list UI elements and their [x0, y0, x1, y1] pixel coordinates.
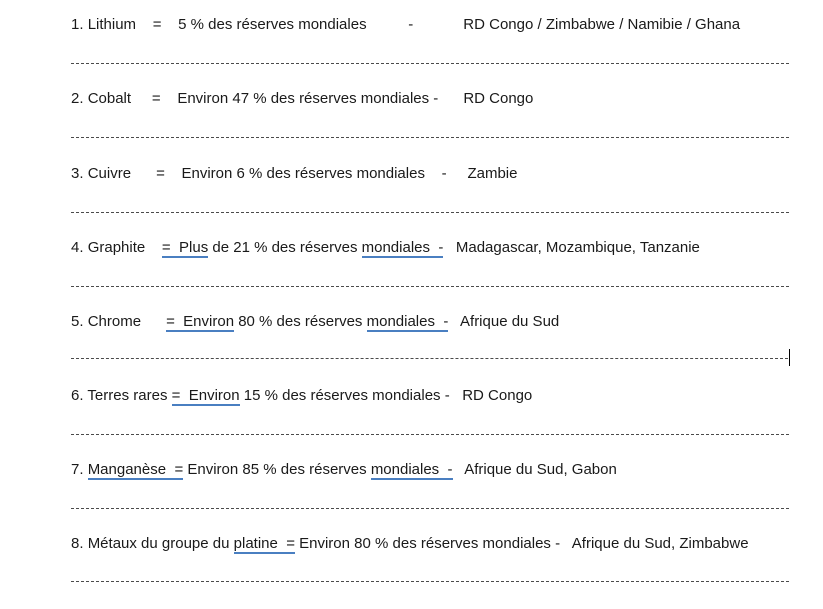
spellcheck-underline[interactable] [166, 313, 234, 332]
spellcheck-underline[interactable] [162, 239, 208, 258]
countries: Afrique du Sud, Zimbabwe [571, 535, 749, 552]
mineral-name: Terres rares [87, 387, 168, 404]
countries: Afrique du Sud [460, 313, 560, 330]
mineral-name: Chrome [87, 313, 142, 330]
equals-sign: = [286, 535, 295, 552]
item-row-chrome[interactable] [71, 313, 559, 331]
item-number: 1. [71, 16, 84, 33]
separator-dash: - [443, 313, 449, 330]
spellcheck-underline[interactable] [362, 239, 444, 258]
spellcheck-underline[interactable] [234, 535, 295, 554]
equals-sign: = [174, 461, 184, 478]
flagged-word: Plus [179, 239, 209, 256]
equals-sign: = [156, 165, 165, 182]
item-row-graphite[interactable] [71, 239, 700, 257]
separator-dash: - [408, 16, 414, 33]
item-number: 3. [71, 165, 84, 182]
spellcheck-underline[interactable] [88, 461, 184, 480]
spellcheck-underline[interactable] [172, 387, 240, 406]
item-row-cobalt[interactable] [71, 90, 533, 108]
equals-sign: = [152, 16, 162, 33]
separator-dash: - [555, 535, 561, 552]
item-row-platine[interactable] [71, 535, 749, 553]
item-row-lithium[interactable] [71, 16, 740, 34]
mineral-name: Cobalt [87, 90, 132, 107]
countries: RD Congo [463, 90, 534, 107]
reserve-share: Environ 85 % des réserves [187, 461, 367, 478]
mineral-name: Manganèse [87, 461, 167, 478]
flagged-word: Environ [188, 387, 240, 404]
countries: Afrique du Sud, Gabon [464, 461, 617, 478]
reserve-share: 80 % des réserves [238, 313, 363, 330]
item-row-manganese[interactable] [71, 461, 617, 479]
reserve-share: Environ 6 % des réserves mondiales [181, 165, 425, 182]
item-row-terres-rares[interactable] [71, 387, 532, 405]
equals-sign: = [171, 387, 181, 404]
item-number: 4. [71, 239, 84, 256]
reserve-share: 15 % des réserves mondiales [243, 387, 441, 404]
countries: RD Congo [462, 387, 533, 404]
dashed-separator [71, 508, 789, 509]
mineral-name: Métaux du groupe du [87, 535, 230, 552]
item-number: 6. [71, 387, 84, 404]
spellcheck-underline[interactable] [371, 461, 453, 480]
flagged-word: Environ [183, 313, 235, 330]
equals-sign: = [166, 313, 175, 330]
separator-dash: - [433, 90, 439, 107]
item-number: 8. [71, 535, 84, 552]
dashed-separator [71, 63, 789, 64]
countries: Madagascar, Mozambique, Tanzanie [455, 239, 700, 256]
mineral-name: Cuivre [87, 165, 132, 182]
dashed-separator [71, 212, 789, 213]
dashed-separator [71, 434, 789, 435]
item-row-cuivre[interactable] [71, 165, 518, 183]
countries: Zambie [467, 165, 518, 182]
dashed-separator [71, 581, 789, 582]
item-number: 5. [71, 313, 84, 330]
separator-dash: - [441, 165, 447, 182]
item-number: 7. [71, 461, 84, 478]
reserve-share: de 21 % des réserves [212, 239, 358, 256]
spellcheck-underline[interactable] [367, 313, 449, 332]
dashed-separator [71, 286, 789, 287]
mineral-name: Lithium [87, 16, 137, 33]
separator-dash: - [447, 461, 453, 478]
equals-sign: = [151, 90, 161, 107]
dashed-separator [71, 137, 789, 138]
flagged-word: mondiales [370, 461, 440, 478]
dashed-separator [71, 358, 788, 359]
reserve-share: 5 % des réserves mondiales [178, 16, 367, 33]
text-cursor [789, 349, 790, 366]
reserve-share: Environ 80 % des réserves mondiales [299, 535, 551, 552]
separator-dash: - [438, 239, 444, 256]
mineral-name: Graphite [87, 239, 146, 256]
flagged-word: mondiales [366, 313, 435, 330]
countries: RD Congo / Zimbabwe / Namibie / Ghana [463, 16, 741, 33]
flagged-word: mondiales [361, 239, 430, 256]
separator-dash: - [444, 387, 450, 404]
flagged-word: platine [233, 535, 278, 552]
item-number: 2. [71, 90, 84, 107]
reserve-share: Environ 47 % des réserves mondiales [177, 90, 430, 107]
equals-sign: = [161, 239, 171, 256]
